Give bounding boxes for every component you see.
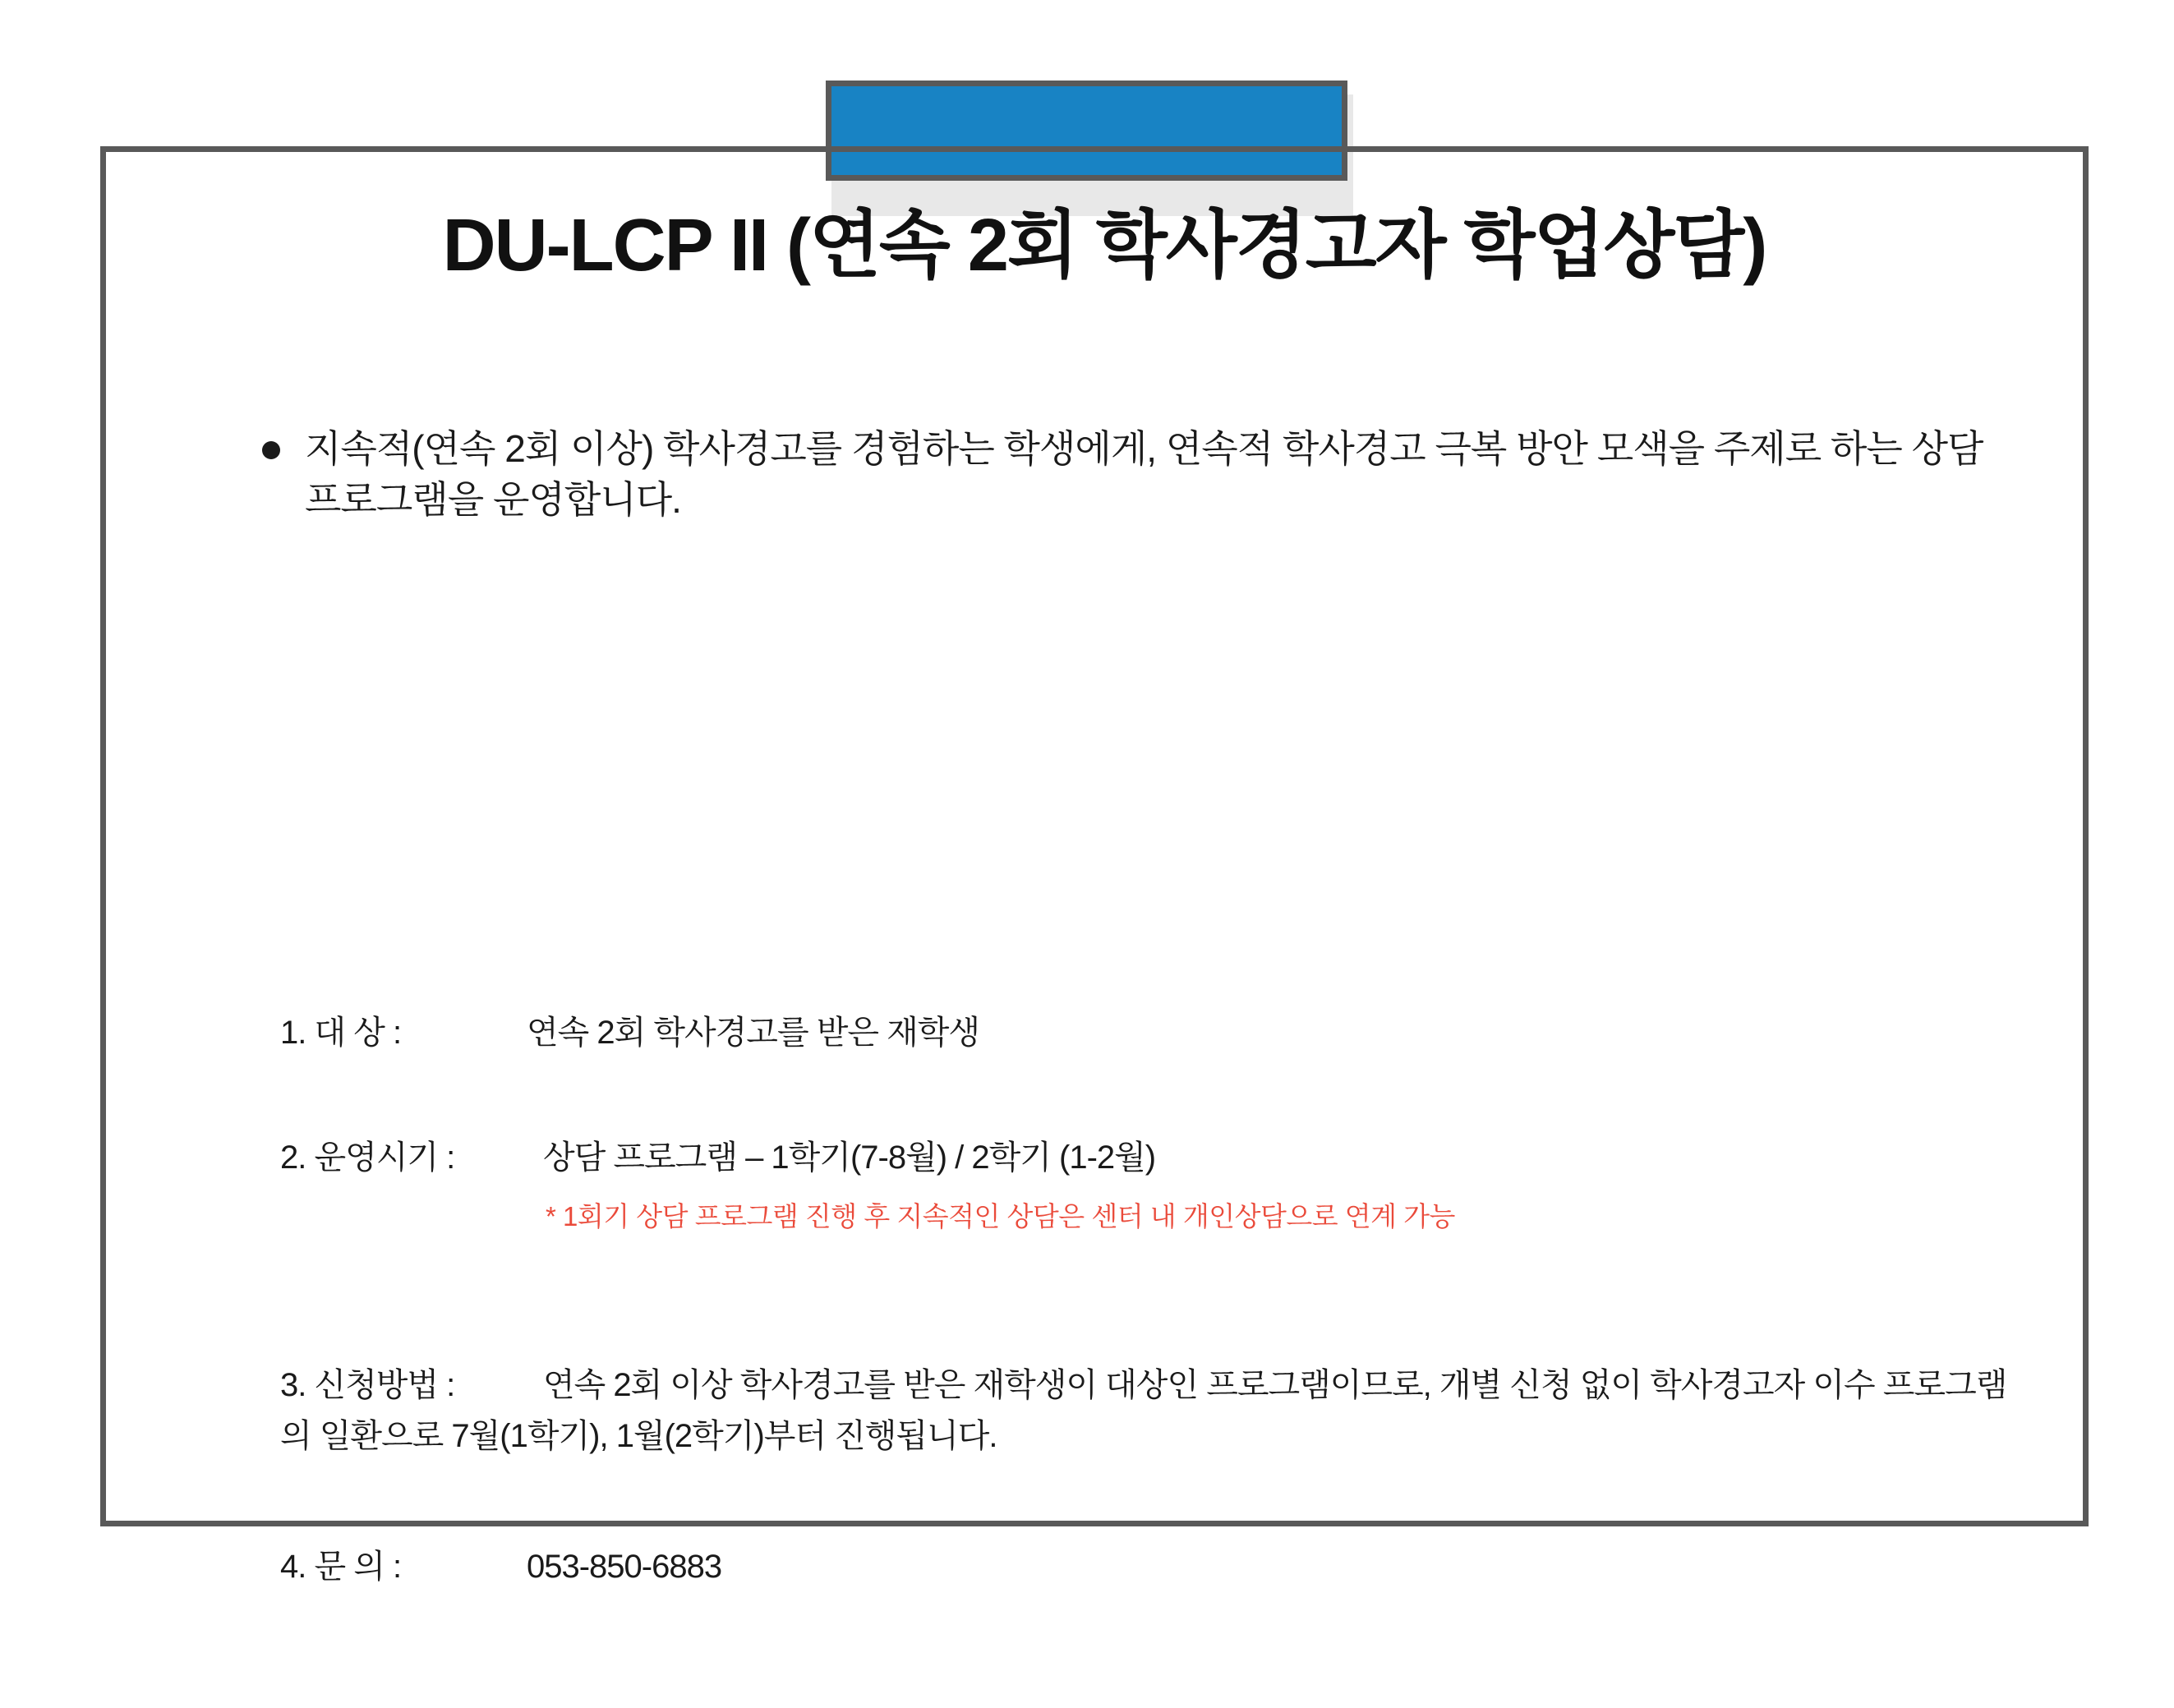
list-item xyxy=(280,1131,1155,1178)
item-value: 053-850-6883 xyxy=(527,1549,722,1585)
item-label: 2. 운영시기 : xyxy=(280,1139,455,1176)
page-title: DU-LCP II (연속 2회 학사경고자 학업상담) xyxy=(442,205,1766,287)
item-value: 연속 2회 학사경고를 받은 재학생 xyxy=(527,1015,980,1051)
bullet-dot-icon xyxy=(262,441,280,459)
item-value: 상담 프로그램 – 1학기(7-8월) / 2학기 (1-2월) xyxy=(543,1139,1156,1176)
intro-text: 지속적(연속 2회 이상) 학사경고를 경험하는 학생에게, 연속적 학사경고 극복 방안 모색을 주제로 하는 상담 프로그램을 운영합니다. xyxy=(305,427,1983,522)
item-value: 연속 2회 이상 학사경고를 받은 재학생이 대상인 프로그램이므로, 개별 신청 없이 학사경고자 이수 프로그램의 일환으로 7월(1학기), 1월(2학기)부터 진행됩니다. xyxy=(280,1367,2007,1454)
note-text: * 1회기 상담 프로그램 진행 후 지속적인 상담은 센터 내 개인상담으로 연계 가능 xyxy=(546,1201,1455,1232)
intro-bullet xyxy=(262,423,2012,525)
list-item xyxy=(280,1540,721,1587)
item-label: 1. 대 상 : xyxy=(280,1015,402,1051)
list-item xyxy=(280,1006,979,1053)
item-label: 3. 신청방법 : xyxy=(280,1367,455,1403)
item-label: 4. 문 의 : xyxy=(280,1549,402,1585)
slide-card xyxy=(100,146,2089,1585)
list-item xyxy=(280,1360,2022,1462)
